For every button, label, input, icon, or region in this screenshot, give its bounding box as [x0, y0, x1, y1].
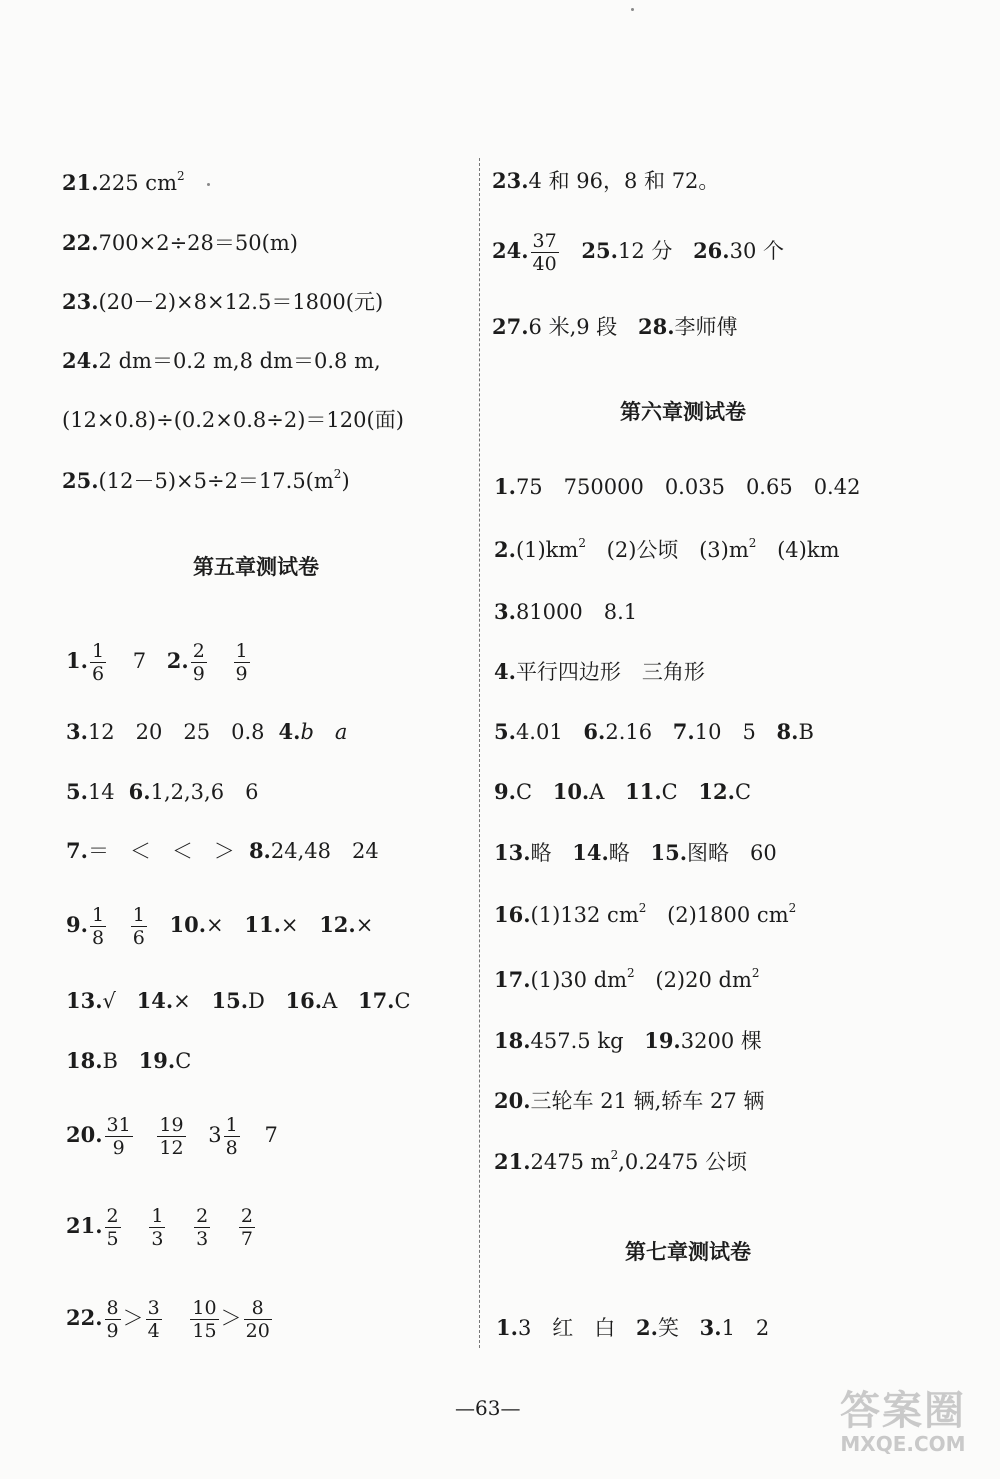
answer-r27-28: 27.6 米,9 段 28.李师傅	[492, 314, 738, 339]
fraction: $\frac{8}{9}$	[106, 1297, 119, 1342]
fraction: $\frac{1}{3}$	[151, 1205, 164, 1250]
ch6-answer-17: 17.(1)30 $dm^2$ (2)20 $dm^2$	[494, 966, 760, 992]
column-divider	[479, 158, 480, 1348]
ch5-answer-1-2: 1. $\frac{1}{6}$ 7 2. $\frac{2}{9}$ $\frac{1}{9}$	[66, 640, 248, 685]
fraction: $\frac{1}{9}$	[235, 640, 248, 685]
answer-l22: 22.700×2÷28＝50(m)	[62, 230, 298, 255]
fraction: $\frac{1}{6}$	[91, 640, 105, 685]
ch6-answer-1: 1.75 750000 0.035 0.65 0.42	[494, 474, 861, 499]
answer-r24-26: 24. $\frac{37}{40}$ 25.12 分 26.30 个	[492, 230, 785, 275]
answer-l24-cont: (12×0.8)÷(0.2×0.8÷2)＝120(面)	[62, 408, 404, 432]
ch6-answer-13-15: 13.略 14.略 15.图略 60	[494, 840, 777, 865]
fraction: $\frac{1}{6}$	[132, 904, 145, 949]
fraction: $\frac{19}{12}$	[159, 1114, 184, 1159]
ch5-answer-7-8: 7.＝ ＜ ＜ ＞ 8.24,48 24	[66, 838, 379, 863]
answer-l23: 23.(20－2)×8×12.5＝1800(元)	[62, 289, 384, 314]
answer-l25: $25.(12-5)\times 5\div 2=17.5(m^2)$	[62, 467, 350, 493]
ch5-answer-3-4: 3.12 20 25 0.8 4.b a	[66, 719, 348, 744]
ch7-answer-1-3: 1.3 红 白 2.笑 3.1 2	[496, 1315, 770, 1340]
ch6-answer-21: 21.2475 $m^2,0.2475$ 公顷	[494, 1148, 748, 1174]
speck	[207, 183, 210, 186]
fraction: $\frac{2}{3}$	[196, 1205, 209, 1250]
fraction: $\frac{2}{5}$	[106, 1205, 119, 1250]
ch6-answer-4: 4.平行四边形 三角形	[494, 659, 705, 684]
watermark-logo: 答案圈 MXQE.COM	[840, 1388, 966, 1456]
ch5-answer-5-6: 5.14 6.1,2,3,6 6	[66, 779, 259, 804]
ch5-answer-22: 22. $\frac{8}{9}$ ＞ $\frac{3}{4}$ $\frac{10}{15}$ ＞ $\frac{8}{20}$	[66, 1297, 270, 1342]
ch6-answer-20: 20.三轮车 21 辆,轿车 27 辆	[494, 1088, 765, 1113]
fraction: $\frac{10}{15}$	[192, 1297, 217, 1342]
ch5-answer-13-17: 13.√ 14.× 15.D 16.A 17.C	[66, 988, 411, 1013]
fraction: $\frac{2}{9}$	[192, 640, 205, 685]
ch5-answer-20: 20. $\frac{31}{9}$ $\frac{19}{12}$ 3 $\frac{1}{8}$ 7	[66, 1114, 278, 1159]
fraction: $\frac{31}{9}$	[106, 1114, 131, 1159]
fraction: $\frac{3}{4}$	[147, 1297, 160, 1342]
ch6-answer-18-19: 18.457.5 kg 19.3200 棵	[494, 1028, 762, 1053]
ch6-answer-16: 16.(1)132 $cm^2$ (2)1800 $cm^2$	[494, 901, 797, 927]
chapter6-heading: 第六章测试卷	[620, 400, 746, 424]
ch6-answer-2: $2.(1)km^2$ (2)公顷 $(3)m^2$ (4)km	[494, 536, 840, 562]
chapter7-heading: 第七章测试卷	[625, 1240, 751, 1264]
answer-r23: 23.4 和 96，8 和 72。	[492, 168, 720, 193]
ch5-answer-21: 21. $\frac{2}{5}$ $\frac{1}{3}$ $\frac{2}{3}$ $\frac{2}{7}$	[66, 1205, 253, 1250]
fraction: $\frac{1}{8}$	[225, 1114, 238, 1159]
ch5-answer-18-19: 18.B 19.C	[66, 1048, 192, 1073]
fraction: $\frac{1}{8}$	[91, 904, 105, 949]
speck	[631, 8, 634, 11]
ch6-answer-9-12: 9.C 10.A 11.C 12.C	[494, 779, 752, 804]
ch6-answer-5-8: 5.4.01 6.2.16 7.10 5 8.B	[494, 719, 814, 744]
fraction: $\frac{8}{20}$	[245, 1297, 270, 1342]
fraction: $\frac{2}{7}$	[240, 1205, 253, 1250]
chapter5-heading: 第五章测试卷	[193, 555, 319, 579]
fraction: $\frac{37}{40}$	[532, 230, 557, 275]
answer-l24: 24.2 dm＝0.2 m,8 dm＝0.8 m,	[62, 348, 381, 373]
answer-l21: 21.225 $cm^2$	[62, 169, 185, 195]
ch5-answer-9-12: 9. $\frac{1}{8}$ $\frac{1}{6}$ 10.× 11.× 12.×	[66, 904, 374, 949]
page-number: —63—	[455, 1396, 521, 1420]
ch6-answer-3: 3.81000 8.1	[494, 599, 638, 624]
